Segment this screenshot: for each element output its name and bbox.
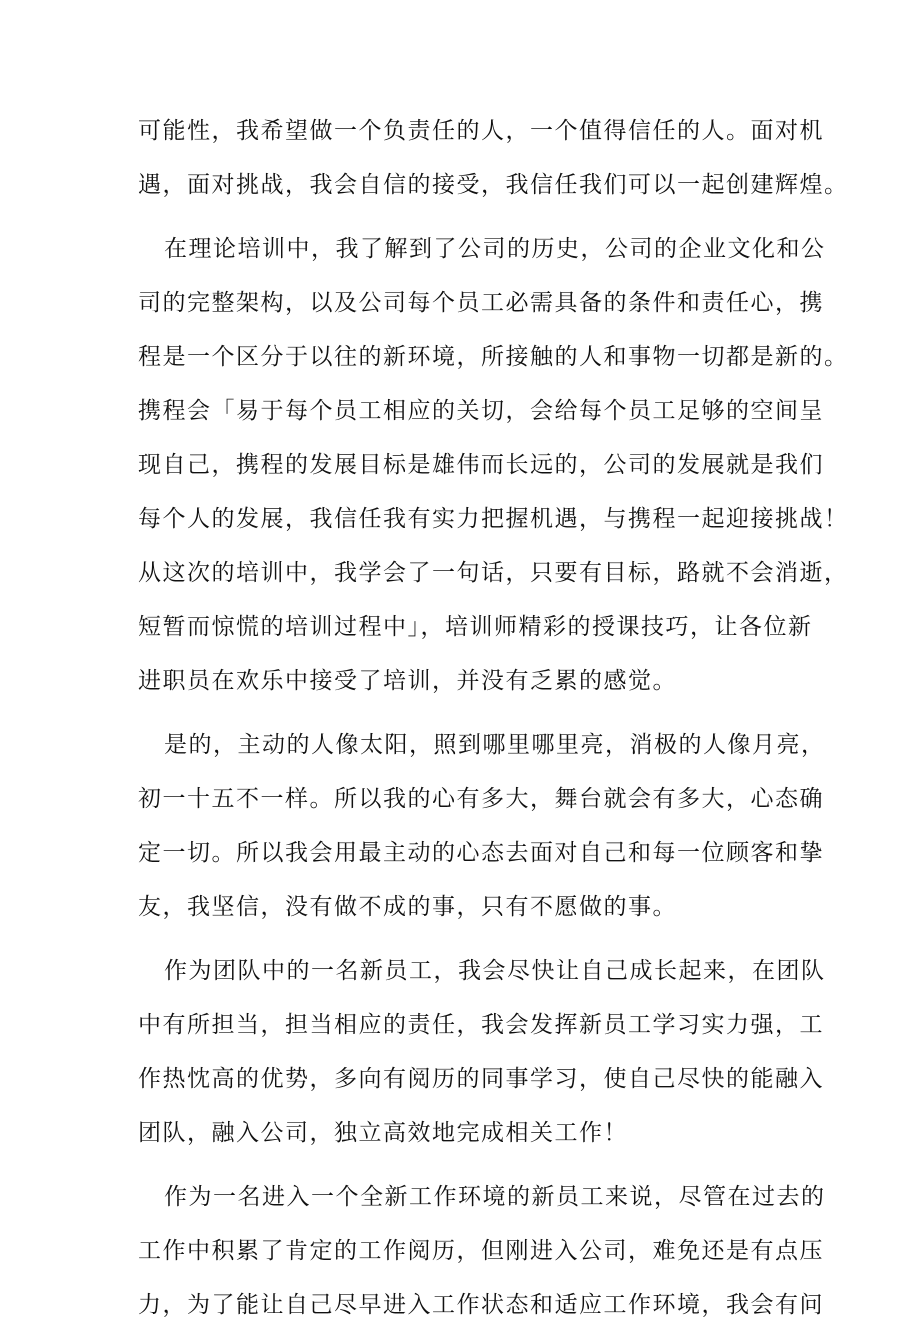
text-line: 团队，融入公司，独立高效地完成相关工作！	[138, 1120, 628, 1146]
text-line: 力，为了能让自己尽早进入工作状态和适应工作环境，我会有问	[138, 1292, 824, 1318]
text-line: 从这次的培训中，我学会了一句话，只要有目标，路就不会消逝，	[138, 560, 849, 586]
text-line: 在理论培训中，我了解到了公司的历史，公司的企业文化和公	[164, 236, 826, 262]
paragraph	[138, 1170, 826, 1332]
paragraph	[138, 222, 849, 708]
text-line: 中有所担当，担当相应的责任，我会发挥新员工学习实力强，工	[138, 1012, 824, 1038]
text-line: 友，我坚信，没有做不成的事，只有不愿做的事。	[138, 894, 677, 920]
text-line: 每个人的发展，我信任我有实力把握机遇，与携程一起迎接挑战！	[138, 506, 849, 532]
text-line: 现自己，携程的发展目标是雄伟而长远的，公司的发展就是我们	[138, 452, 824, 478]
document-page	[138, 104, 849, 1342]
text-line: 短暂而惊慌的培训过程中」，培训师精彩的授课技巧，让各位新	[138, 614, 813, 640]
paragraph	[138, 718, 826, 934]
paragraph	[138, 104, 849, 212]
text-line: 作为团队中的一名新员工，我会尽快让自己成长起来，在团队	[164, 958, 826, 984]
text-line: 工作中积累了肯定的工作阅历，但刚进入公司，难免还是有点压	[138, 1238, 824, 1264]
text-line: 进职员在欢乐中接受了培训，并没有乏累的感觉。	[138, 668, 677, 694]
text-line: 作为一名进入一个全新工作环境的新员工来说，尽管在过去的	[164, 1184, 826, 1210]
text-line: 作热忱高的优势，多向有阅历的同事学习，使自己尽快的能融入	[138, 1066, 824, 1092]
text-line: 初一十五不一样。所以我的心有多大，舞台就会有多大，心态确	[138, 786, 824, 812]
text-line: 可能性，我希望做一个负责任的人，一个值得信任的人。面对机	[138, 118, 824, 144]
text-line: 定一切。所以我会用最主动的心态去面对自己和每一位顾客和挚	[138, 840, 824, 866]
text-line: 司的完整架构，以及公司每个员工必需具备的条件和责任心，携	[138, 290, 824, 316]
text-line: 程是一个区分于以往的新环境，所接触的人和事物一切都是新的。	[138, 344, 849, 370]
paragraph	[138, 944, 826, 1160]
text-line: 携程会「易于每个员工相应的关切，会给每个员工足够的空间呈	[138, 398, 824, 424]
text-line: 是的，主动的人像太阳，照到哪里哪里亮，消极的人像月亮，	[164, 732, 826, 758]
text-line: 遇，面对挑战，我会自信的接受，我信任我们可以一起创建辉煌。	[138, 172, 849, 198]
